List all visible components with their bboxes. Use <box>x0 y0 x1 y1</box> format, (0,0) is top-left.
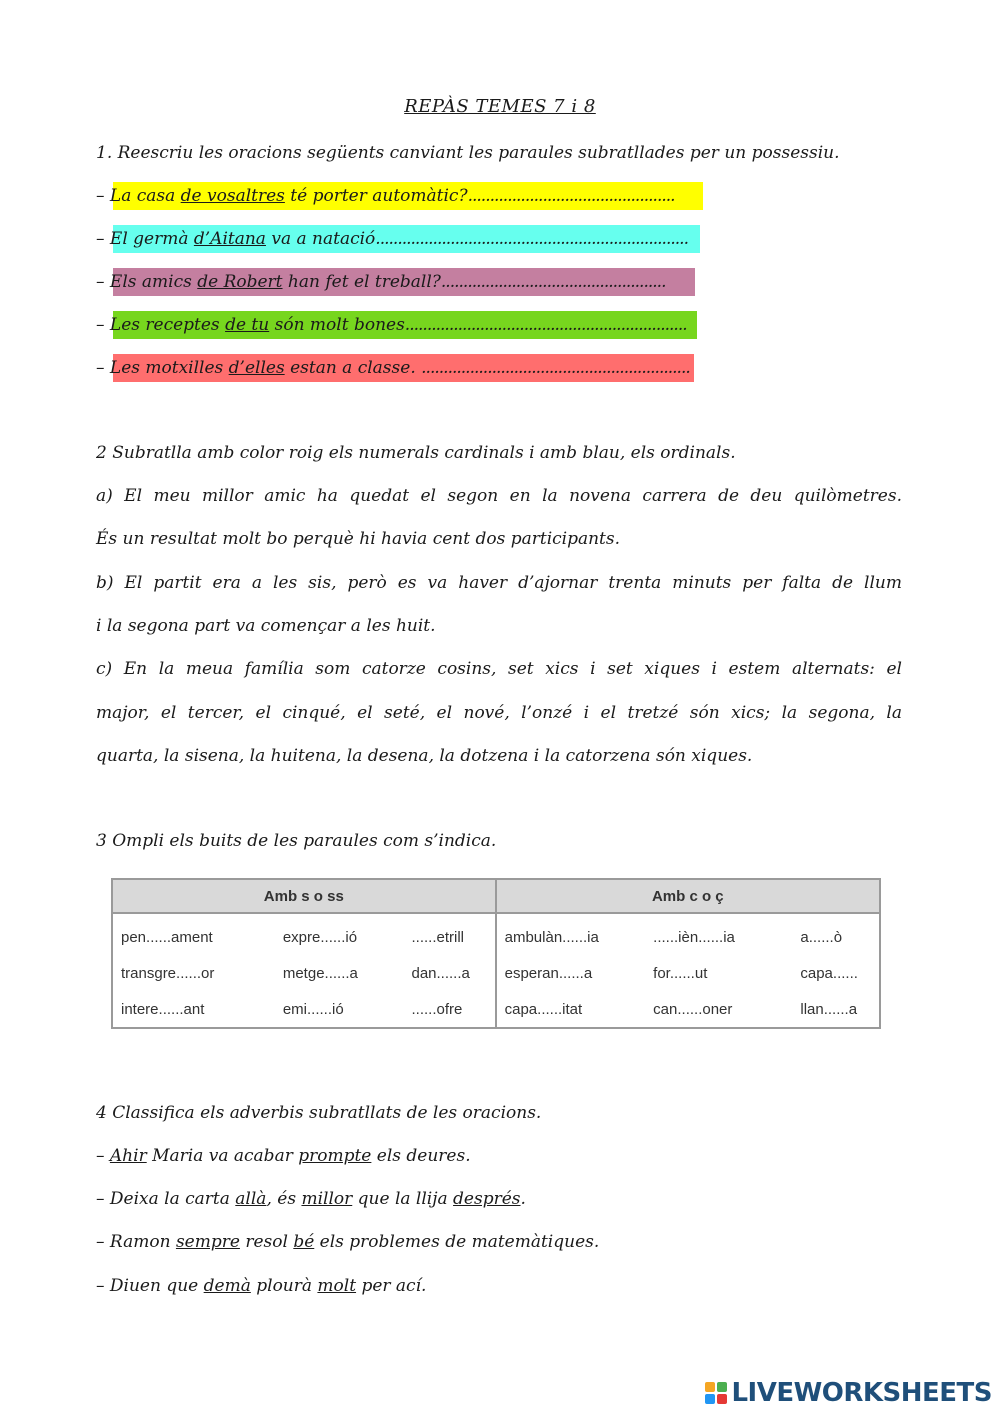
underlined-adverb: allà <box>235 1189 267 1209</box>
ex2-line: b) El partit era a les sis, però es va haver d’ajornar trenta minuts per falta de llum <box>96 573 902 593</box>
ex2-line: a) El meu millor amic ha quedat el segon en la novena carrera de deu quilòmetres. <box>96 486 902 506</box>
sentence-text: estan a classe. <box>284 358 422 378</box>
sentence-text: han fet el treball? <box>282 272 441 292</box>
fill-word-cell: pen......ament <box>121 928 213 946</box>
sentence-text: que la llija <box>352 1189 454 1209</box>
page-title: REPÀS TEMES 7 i 8 <box>404 96 596 117</box>
ex4-sentence <box>96 1144 471 1168</box>
ex4-sentence <box>96 1187 526 1211</box>
underlined-adverb: després <box>453 1189 521 1209</box>
fill-word-cell: transgre......or <box>121 964 215 982</box>
underlined-words: de tu <box>225 315 270 335</box>
underlined-words: d’Aitana <box>193 229 266 249</box>
sentence-text: els deures. <box>371 1146 471 1166</box>
logo-square <box>717 1394 727 1404</box>
underlined-adverb: demà <box>203 1276 251 1296</box>
ex2-line: quarta, la sisena, la huitena, la desena, la dotzena i la catorzena són xiques. <box>96 746 753 766</box>
fill-blanks-table <box>111 878 881 1029</box>
fill-word-cell: expre......ió <box>282 928 358 946</box>
answer-dots: ....................................................................... <box>375 229 688 249</box>
table-header-c-cedilla: Amb c o ç <box>496 879 880 913</box>
ex4-sentence <box>96 1274 426 1298</box>
logo-text: LIVEWORKSHEETS <box>731 1378 992 1408</box>
sentence-text: – Les receptes <box>96 315 226 335</box>
sentence-text: – Diuen que <box>96 1276 204 1296</box>
sentence-text: – <box>96 1146 110 1166</box>
fill-word-cell: llan......a <box>800 1000 858 1018</box>
sentence-text: els problemes de matemàtiques. <box>314 1232 600 1252</box>
ex2-line: i la segona part va començar a les huit. <box>96 616 436 636</box>
ex1-sentence <box>96 268 666 296</box>
ex2-line: major, el tercer, el cinqué, el seté, el nové, l’onzé i el tretzé són xics; la segona, la <box>96 703 902 723</box>
logo-square <box>717 1382 727 1392</box>
underlined-adverb: sempre <box>175 1232 240 1252</box>
fill-word-cell: esperan......a <box>504 964 593 982</box>
fill-word-cell: can......oner <box>653 1000 733 1018</box>
logo-icon <box>705 1382 727 1404</box>
fill-word-cell: intere......ant <box>121 1000 205 1018</box>
fill-word-cell: ......ièn......ia <box>653 928 735 946</box>
ex4-instruction: 4 Classifica els adverbis subratllats de les oracions. <box>96 1103 542 1123</box>
sentence-text: – Deixa la carta <box>96 1189 236 1209</box>
ex1-sentence <box>96 225 688 253</box>
fill-word-cell: metge......a <box>282 964 358 982</box>
fill-word-cell: for......ut <box>653 964 708 982</box>
sentence-text: – La casa <box>96 186 181 206</box>
sentence-text: resol <box>239 1232 294 1252</box>
ex4-sentence <box>96 1230 599 1254</box>
sentence-text: – Els amics <box>96 272 198 292</box>
answer-dots: ............................................................. <box>421 358 690 378</box>
logo-square <box>705 1394 715 1404</box>
fill-word-cell: capa...... <box>800 964 858 982</box>
underlined-adverb: millor <box>301 1189 353 1209</box>
sentence-text: , és <box>266 1189 302 1209</box>
fill-word-cell: ......ofre <box>403 991 495 1028</box>
answer-dots: ................................................................ <box>404 315 687 335</box>
answer-dots: ................................................... <box>440 272 666 292</box>
underlined-adverb: Ahir <box>109 1146 147 1166</box>
fill-word-cell: emi......ió <box>282 1000 344 1018</box>
fill-word-cell: ......etrill <box>403 913 495 955</box>
ex1-sentence <box>96 182 675 210</box>
logo-square <box>705 1382 715 1392</box>
underlined-words: de vosaltres <box>180 186 285 206</box>
sentence-text: – Les motxilles <box>96 358 229 378</box>
fill-word-cell: capa......itat <box>504 1000 583 1018</box>
sentence-text: . <box>520 1189 526 1209</box>
sentence-text: – El germà <box>96 229 194 249</box>
ex1-sentence <box>96 354 690 382</box>
sentence-text: – Ramon <box>96 1232 176 1252</box>
sentence-text: plourà <box>250 1276 318 1296</box>
table-row <box>112 913 880 955</box>
underlined-words: de Robert <box>197 272 283 292</box>
underlined-adverb: prompte <box>298 1146 372 1166</box>
fill-word-cell: dan......a <box>403 955 495 991</box>
fill-word-cell: ambulàn......ia <box>504 928 599 946</box>
sentence-text: són molt bones <box>269 315 405 335</box>
sentence-text: va a natació <box>265 229 376 249</box>
table-header-s-ss: Amb s o ss <box>112 879 496 913</box>
ex1-instruction: 1. Reescriu les oracions següents canviant les paraules subratllades per un possessiu. <box>96 143 840 163</box>
sentence-text: té porter automàtic? <box>284 186 468 206</box>
sentence-text: per ací. <box>356 1276 427 1296</box>
ex3-instruction: 3 Ompli els buits de les paraules com s’indica. <box>96 831 497 851</box>
sentence-text: Maria va acabar <box>146 1146 299 1166</box>
ex1-sentence <box>96 311 687 339</box>
underlined-adverb: molt <box>317 1276 357 1296</box>
liveworksheets-logo <box>705 1378 992 1408</box>
underlined-words: d’elles <box>228 358 285 378</box>
ex2-line: c) En la meua família som catorze cosins, set xics i set xiques i estem alternats: el <box>96 659 902 679</box>
answer-dots: ............................................... <box>467 186 675 206</box>
ex2-instruction: 2 Subratlla amb color roig els numerals cardinals i amb blau, els ordinals. <box>96 443 736 463</box>
ex2-line: És un resultat molt bo perquè hi havia cent dos participants. <box>96 529 621 549</box>
table-row <box>112 955 880 991</box>
table-row <box>112 991 880 1028</box>
underlined-adverb: bé <box>293 1232 315 1252</box>
fill-word-cell: a......ò <box>800 928 843 946</box>
